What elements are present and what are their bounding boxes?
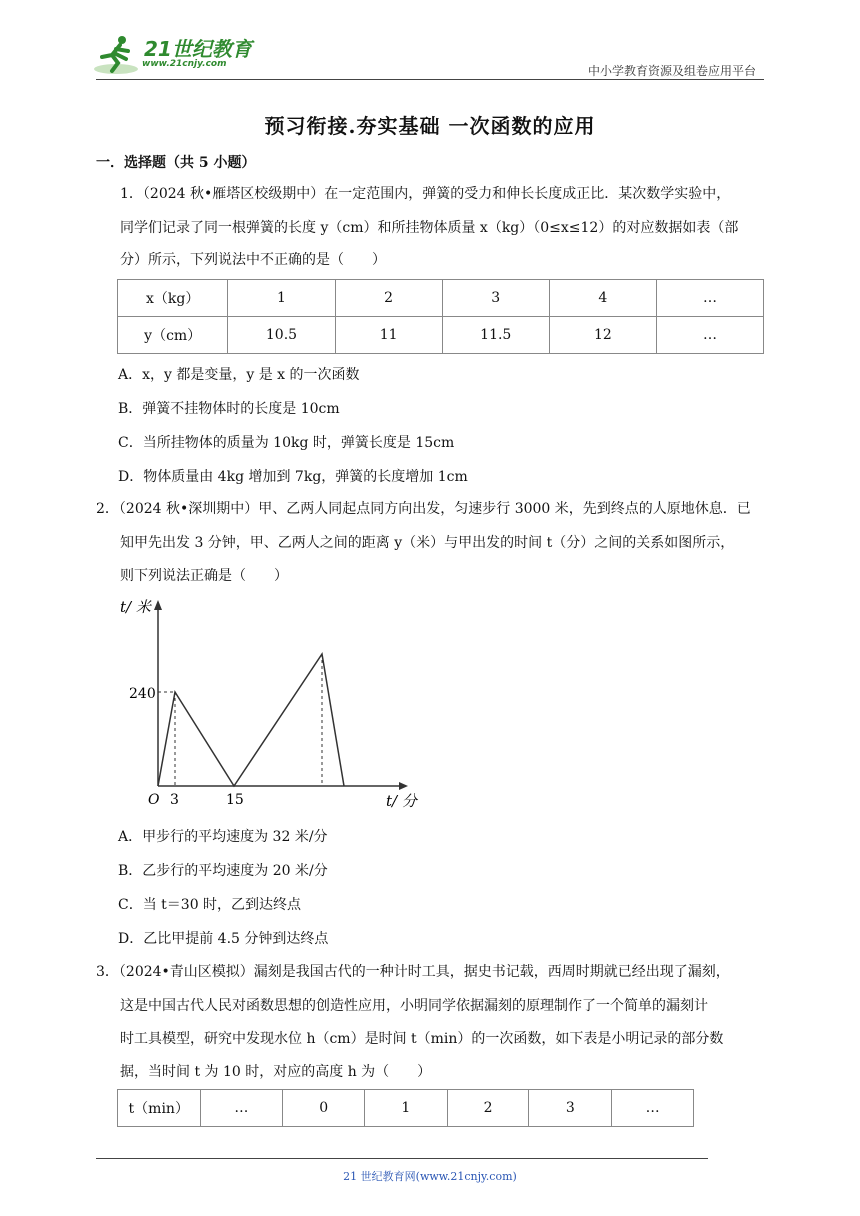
table-row xyxy=(118,280,764,317)
q3-line-2: 这是中国古代人民对函数思想的创造性应用，小明同学依据漏刻的原理制作了一个简单的漏刻计 xyxy=(120,998,708,1014)
q1-option-a: A．x，y 都是变量，y 是 x 的一次函数 xyxy=(118,367,360,383)
table-cell: x（kg） xyxy=(118,280,228,317)
table-cell: 1 xyxy=(228,280,335,317)
table-cell: 0 xyxy=(283,1090,365,1127)
q2-option-d: D．乙比甲提前 4.5 分钟到达终点 xyxy=(118,931,329,947)
y-tick-label: 240 xyxy=(129,686,156,702)
q3-table xyxy=(117,1089,694,1127)
q2-line-1: 2．（2024 秋•深圳期中）甲、乙两人同起点同方向出发，匀速步行 3000 米，先到终点的人原地休息．已 xyxy=(96,501,751,517)
table-cell: 10.5 xyxy=(228,317,335,354)
table-cell: 2 xyxy=(335,280,442,317)
x-axis-arrow-icon xyxy=(399,782,408,790)
q1-line-1: 1．（2024 秋•雁塔区校级期中）在一定范围内，弹簧的受力和伸长长度成正比．某次数学实验中， xyxy=(120,186,731,202)
q3-line-4: 据，当时间 t 为 10 时，对应的高度 h 为（ ） xyxy=(120,1064,432,1080)
q2-line-3: 则下列说法正确是（ ） xyxy=(120,568,288,584)
footer-divider xyxy=(96,1158,708,1159)
table-row xyxy=(118,317,764,354)
table-cell: t（min） xyxy=(118,1090,201,1127)
section-heading: 一．选择题（共 5 小题） xyxy=(96,155,256,171)
header-divider xyxy=(96,79,764,80)
q2-line-2: 知甲先出发 3 分钟，甲、乙两人之间的距离 y（米）与甲出发的时间 t（分）之间的关系如图所示， xyxy=(120,535,735,551)
q2-distance-graph xyxy=(112,592,432,814)
logo-url: www.21cnjy.com xyxy=(142,59,227,69)
page-title: 预习衔接.夯实基础 一次函数的应用 xyxy=(264,114,596,138)
site-logo xyxy=(92,33,262,77)
table-cell: 11.5 xyxy=(442,317,549,354)
table-cell: … xyxy=(612,1090,694,1127)
x-tick-label: 15 xyxy=(226,792,244,808)
x-tick-label: 3 xyxy=(170,792,179,808)
logo-text: 21世纪教育 xyxy=(144,37,252,61)
y-axis-label: t/ 米 xyxy=(120,598,151,616)
platform-name: 中小学教育资源及组卷应用平台 xyxy=(587,64,756,78)
runner-logo-icon xyxy=(92,33,144,77)
q3-line-1: 3．（2024•青山区模拟）漏刻是我国古代的一种计时工具，据史书记载，西周时期就已经出现了漏刻， xyxy=(96,964,730,980)
graph-line xyxy=(158,654,344,786)
page-header xyxy=(0,0,860,82)
table-row xyxy=(118,1090,694,1127)
table-cell: 11 xyxy=(335,317,442,354)
q3-line-3: 时工具模型，研究中发现水位 h（cm）是时间 t（min）的一次函数，如下表是小明记录的部分数 xyxy=(120,1031,724,1047)
origin-label: O xyxy=(148,792,160,808)
q1-option-b: B．弹簧不挂物体时的长度是 10cm xyxy=(118,401,340,417)
table-cell: 3 xyxy=(529,1090,612,1127)
q1-option-d: D．物体质量由 4kg 增加到 7kg，弹簧的长度增加 1cm xyxy=(118,469,468,485)
table-cell: 2 xyxy=(447,1090,529,1127)
table-cell: … xyxy=(656,317,763,354)
x-axis-label: t/ 分 xyxy=(386,792,417,810)
table-cell: 12 xyxy=(549,317,656,354)
q1-table xyxy=(117,279,764,354)
table-cell: 3 xyxy=(442,280,549,317)
q1-line-3: 分）所示，下列说法中不正确的是（ ） xyxy=(120,252,386,268)
y-axis-arrow-icon xyxy=(154,600,162,610)
q2-option-a: A．甲步行的平均速度为 32 米/分 xyxy=(118,829,328,845)
q2-option-b: B．乙步行的平均速度为 20 米/分 xyxy=(118,863,328,879)
page-footer: 21 世纪教育网(www.21cnjy.com) xyxy=(343,1170,517,1183)
q1-line-2: 同学们记录了同一根弹簧的长度 y（cm）和所挂物体质量 x（kg）（0≤x≤12）的对应数据如表（部 xyxy=(120,220,739,236)
table-cell: … xyxy=(656,280,763,317)
table-cell: 4 xyxy=(549,280,656,317)
table-cell: … xyxy=(200,1090,283,1127)
q2-option-c: C．当 t＝30 时，乙到达终点 xyxy=(118,897,302,913)
q1-option-c: C．当所挂物体的质量为 10kg 时，弹簧长度是 15cm xyxy=(118,435,455,451)
table-cell: y（cm） xyxy=(118,317,228,354)
table-cell: 1 xyxy=(365,1090,448,1127)
